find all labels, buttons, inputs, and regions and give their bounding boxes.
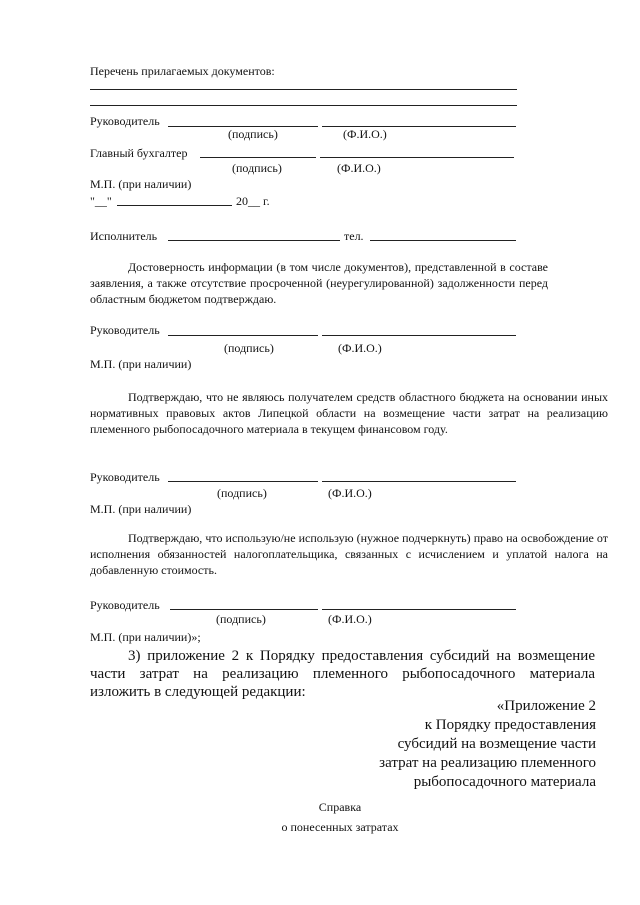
name-line-2 (322, 335, 516, 336)
appendix-line-1: «Приложение 2 (496, 698, 596, 714)
certificate-subtitle: о понесенных затратах (281, 820, 399, 834)
reliability-paragraph: Достоверность информации (в том числе документов), представленной в составе заявления, а также отсутствие просроченной (неурегулированной) задолженности перед областным бюджетом подтверждаю. (90, 260, 548, 306)
name-hint-4: (Ф.И.О.) (328, 612, 372, 626)
seal-label-1: М.П. (при наличии) (90, 177, 192, 191)
date-year: 20__ г. (236, 194, 270, 208)
attachments-line-2 (90, 105, 517, 106)
head-label-2: Руководитель (90, 323, 160, 337)
signature-hint-4: (подпись) (216, 612, 266, 626)
signature-line-2 (168, 335, 318, 336)
head-label-3: Руководитель (90, 470, 160, 484)
signature-hint-3: (подпись) (217, 486, 267, 500)
signature-hint-1: (подпись) (228, 127, 278, 141)
head-label-4: Руководитель (90, 598, 160, 612)
phone-label: тел. (344, 229, 364, 243)
name-line-3 (322, 481, 516, 482)
appendix-line-3: субсидий на возмещение части (397, 736, 596, 752)
not-recipient-paragraph: Подтверждаю, что не являюсь получателем средств областного бюджета на основании иных нормативных правовых актов Липецкой области на возмещение части затрат на реализацию племенного рыбопосадочного материала в текущем финансовом году. (90, 390, 608, 436)
vat-paragraph: Подтверждаю, что использую/не использую (нужное подчеркнуть) право на освобождение от исполнения обязанностей налогоплательщика, связанных с исчислением и уплатой налога на добавленную стоимость. (90, 531, 608, 577)
accountant-label: Главный бухгалтер (90, 146, 188, 160)
appendix-line-4: затрат на реализацию племенного (379, 755, 596, 771)
head-label-1: Руководитель (90, 114, 160, 128)
name-hint-2: (Ф.И.О.) (338, 341, 382, 355)
signature-line-3 (168, 481, 318, 482)
certificate-title: Справка (318, 800, 362, 814)
appendix-line-2: к Порядку предоставления (424, 717, 596, 733)
amendment-paragraph: 3) приложение 2 к Порядку предоставления субсидий на возмещение части затрат на реализацию племенного рыбопосадочного материала изложить в следующей редакции: (90, 648, 595, 700)
name-line-4 (322, 609, 516, 610)
appendix-header (379, 697, 596, 792)
accountant-name-hint: (Ф.И.О.) (337, 161, 381, 175)
executor-line (168, 240, 340, 241)
signature-line-4 (170, 609, 318, 610)
phone-line (370, 240, 516, 241)
seal-label-2: М.П. (при наличии) (90, 357, 192, 371)
date-line (117, 205, 232, 206)
seal-label-3: М.П. (при наличии) (90, 502, 192, 516)
name-hint-1: (Ф.И.О.) (343, 127, 387, 141)
name-hint-3: (Ф.И.О.) (328, 486, 372, 500)
attachments-label: Перечень прилагаемых документов: (90, 64, 275, 78)
executor-label: Исполнитель (90, 229, 158, 243)
seal-label-4: М.П. (при наличии)»; (90, 630, 201, 644)
date-quote: "__" (90, 194, 112, 208)
accountant-signature-hint: (подпись) (232, 161, 282, 175)
attachments-line-1 (90, 89, 517, 90)
accountant-name-line (320, 157, 514, 158)
accountant-signature-line (200, 157, 316, 158)
signature-hint-2: (подпись) (224, 341, 274, 355)
appendix-line-5: рыбопосадочного материала (413, 774, 596, 790)
